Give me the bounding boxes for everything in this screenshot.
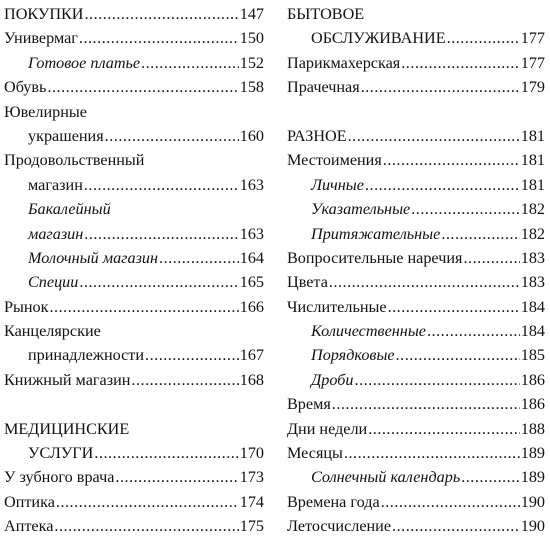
toc-entry [287,148,545,172]
toc-entry [287,173,545,197]
toc-leader-dots [441,222,519,246]
toc-leader-dots [365,173,520,197]
toc-entry-label: Месяцы [287,444,343,463]
toc-entry-label: Солнечный календарь [311,468,461,487]
toc-entry-page: 185 [520,346,545,365]
toc-entry-page: 164 [239,248,264,267]
toc-entry-page: 181 [520,175,545,194]
toc-entry-label: ПОКУПКИ [4,5,84,23]
toc-leader-dots [368,417,520,441]
toc-entry [287,75,545,99]
toc-entry-label: Указательные [311,200,411,219]
toc-entry [4,51,264,75]
toc-entry-label: магазин [28,175,83,194]
toc-spacer [287,100,545,124]
toc-entry-label: ОБСЛУЖИВАНИЕ [311,29,446,48]
toc-entry-label: БЫТОВОЕ [287,5,365,23]
toc-entry-page: 179 [520,78,545,97]
toc-entry-page: 170 [239,444,264,463]
toc-entry [287,197,545,221]
toc-leader-dots [388,295,520,319]
toc-entry-label: У зубного врача [4,468,115,487]
toc-entry [4,368,264,392]
toc-leader-dots [131,368,238,392]
toc-leader-dots [447,26,520,50]
toc-spacer [4,392,264,416]
toc-entry-page: 181 [520,126,545,145]
toc-entry [287,368,545,392]
toc-entry-label: Универмаг [4,29,78,48]
toc-entry-label: Молочный магазин [28,248,159,267]
toc-leader-dots [84,222,238,246]
toc-entry-page: 163 [239,175,264,194]
toc-leader-dots [115,465,238,489]
toc-entry-label: Времена года [287,492,380,511]
toc-leader-dots [84,173,239,197]
toc-entry [4,295,264,319]
toc-entry-label: Канцелярские [4,322,101,341]
toc-entry-label: Притяжательные [311,224,441,243]
toc-entry-page: 165 [239,273,264,292]
toc-entry-label: Цвета [287,273,328,292]
toc-entry-page: 189 [520,468,545,487]
toc-leader-dots [383,148,520,172]
toc-entry [4,100,264,124]
toc-leader-dots [159,246,239,270]
toc-leader-dots [141,51,239,75]
toc-entry-page: 181 [520,151,545,170]
toc-entry [287,51,545,75]
toc-entry [287,417,545,441]
toc-entry-label: Бакалейный [28,200,111,219]
toc-entry-label: Дни недели [287,419,368,438]
toc-entry-page: 190 [520,492,545,511]
toc-entry-page: 177 [520,29,545,48]
toc-leader-dots [145,343,239,367]
toc-entry-label: Обувь [4,78,47,97]
toc-leader-dots [50,295,239,319]
toc-leader-dots [381,490,520,514]
toc-leader-dots [105,124,239,148]
toc-entry [4,246,264,270]
toc-entry-label: Летосчисление [287,517,392,536]
toc-entry [4,148,264,172]
toc-leader-dots [348,124,520,148]
toc-entry [4,197,264,221]
toc-entry-label: Продовольственный [4,151,145,170]
toc-entry [287,246,545,270]
toc-entry-label: Книжный магазин [4,370,131,389]
toc-entry [287,392,545,416]
toc-entry [287,343,545,367]
toc-entry [287,319,545,343]
toc-leader-dots [463,246,519,270]
toc-leader-dots [79,270,238,294]
toc-entry-label: Личные [311,175,364,194]
toc-entry-label: принадлежности [28,346,145,365]
toc-leader-dots [411,197,519,221]
toc-right-column [287,2,545,539]
toc-entry [4,319,264,343]
toc-entry-label: украшения [28,126,104,145]
toc-entry-label: Оптика [4,492,55,511]
toc-entry [4,270,264,294]
toc-entry [287,490,545,514]
toc-entry-page: 167 [239,346,264,365]
toc-entry-label: Время [287,395,331,414]
toc-entry [4,173,264,197]
toc-entry-page: 184 [520,297,545,316]
toc-leader-dots [392,514,520,538]
toc-entry-label: Прачечная [287,78,360,97]
toc-entry-page: 174 [239,492,264,511]
toc-entry [4,490,264,514]
toc-entry-label: МЕДИЦИНСКИЕ [4,419,130,438]
toc-entry [287,514,545,538]
toc-leader-dots [329,270,520,294]
toc-entry [287,222,545,246]
toc-leader-dots [54,514,238,538]
toc-entry [287,441,545,465]
toc-leader-dots [47,75,238,99]
toc-entry-page: 189 [520,444,545,463]
toc-entry-page: 173 [239,468,264,487]
toc-entry-label: Аптека [4,517,54,536]
toc-entry-label: Парикмахерская [287,53,401,72]
toc-entry [4,441,264,465]
toc-entry-label: РАЗНОЕ [287,126,347,145]
toc-entry [287,26,545,50]
toc-leader-dots [361,75,520,99]
toc-entry-page: 150 [239,29,264,48]
toc-entry-page: 168 [239,370,264,389]
toc-entry [4,222,264,246]
toc-leader-dots [344,441,520,465]
toc-entry [287,2,545,26]
toc-entry-label: Ювелирные [4,102,87,121]
toc-entry-label: Дроби [311,370,354,389]
toc-leader-dots [427,319,520,343]
toc-left-column [4,2,264,539]
toc-leader-dots [94,441,238,465]
toc-entry [287,124,545,148]
toc-entry-page: 186 [520,370,545,389]
toc-entry-page: 152 [239,53,264,72]
toc-entry-label: Порядковые [311,346,395,365]
toc-entry-label: Готовое платье [28,53,141,72]
toc-entry-page: 190 [520,517,545,536]
toc-entry-page: 166 [239,297,264,316]
toc-entry-label: Количественные [311,322,426,341]
toc-entry-label: Специи [28,273,79,292]
toc-entry-page: 183 [520,248,545,267]
toc-entry [287,270,545,294]
toc-leader-dots [396,343,520,367]
toc-entry-page: 177 [520,53,545,72]
toc-entry [4,417,264,441]
toc-entry-page: 175 [239,517,264,536]
toc-entry-label: Вопросительные наречия [287,248,463,267]
toc-entry-page: 183 [520,273,545,292]
toc-entry-page: 160 [239,126,264,145]
toc-entry-label: Местоимения [287,151,382,170]
toc-leader-dots [56,490,239,514]
toc-leader-dots [461,465,520,489]
toc-entry [4,2,264,26]
toc-entry [4,343,264,367]
toc-entry [287,295,545,319]
toc-entry-label: УСЛУГИ [28,444,94,463]
toc-entry-label: Рынок [4,297,49,316]
toc-leader-dots [79,26,239,50]
toc-entry-page: 158 [239,78,264,97]
toc-entry [4,26,264,50]
toc-leader-dots [332,392,520,416]
toc-entry [4,124,264,148]
toc-entry-page: 188 [520,419,545,438]
toc-leader-dots [85,2,239,26]
toc-entry [4,465,264,489]
toc-entry [287,465,545,489]
toc-entry-page: 182 [520,224,545,243]
toc-entry [4,514,264,538]
toc-entry-page: 163 [239,224,264,243]
toc-entry [4,75,264,99]
toc-entry-page: 184 [520,322,545,341]
toc-entry-label: магазин [28,224,84,243]
toc-leader-dots [355,368,520,392]
toc-entry-page: 147 [239,5,264,23]
toc-entry-page: 182 [520,200,545,219]
toc-entry-label: Числительные [287,297,387,316]
toc-entry-page: 186 [520,395,545,414]
toc-leader-dots [401,51,520,75]
